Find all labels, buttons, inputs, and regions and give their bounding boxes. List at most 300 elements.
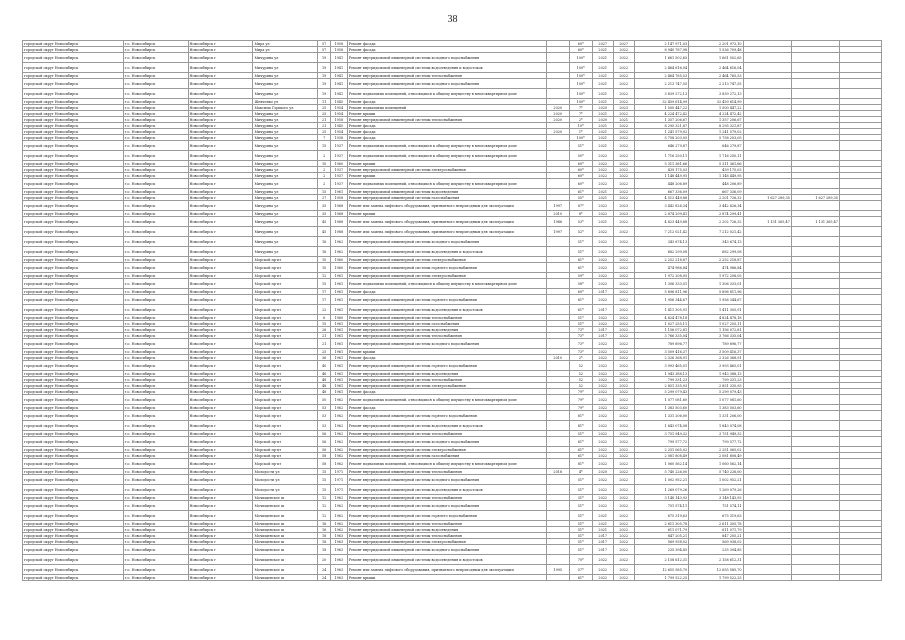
cell-start: 2022 (613, 217, 634, 227)
cell-house: 2 (318, 167, 331, 173)
cell-work: Ремонт внутридомовой инженерной системы газоснабжения (347, 453, 546, 459)
cell-floors: 2021 (592, 521, 613, 527)
cell-work: Ремонт или замена лифтового оборудования, признанного непригодным для эксплуатации (347, 201, 546, 211)
cell-cost_total: 5 740 226,00 (689, 469, 743, 475)
cell-district: городской округ Новосибирск (23, 395, 124, 405)
cell-district: городской округ Новосибирск (23, 431, 124, 437)
cell-city: Новосибирск г (188, 47, 253, 53)
cell-district: городской округ Новосибирск (23, 279, 124, 289)
cell-start: 2022 (613, 469, 634, 475)
cell-city: Новосибирск г (188, 135, 253, 141)
cell-floors: 2022 (592, 495, 613, 501)
table-row (23, 179, 882, 189)
cell-house: 53 (318, 411, 331, 421)
cell-district: городской округ Новосибирск (23, 201, 124, 211)
cell-year_plan: 1997 (546, 201, 569, 211)
cell-house: 2 (318, 179, 331, 189)
cell-work: Ремонт внутридомовой инженерной системы горячего водоснабжения (347, 361, 546, 371)
cell-street: Мичурина ул (253, 141, 318, 151)
cell-year_plan (546, 575, 569, 581)
cell-house: 40 (318, 361, 331, 371)
cell-year_plan (546, 237, 569, 247)
cell-start: 2022 (613, 151, 634, 161)
cell-type: 81* (569, 459, 592, 469)
cell-settlement_type: г.о. Новосибирск (123, 377, 188, 383)
cell-end: 1 331 206,00 (634, 411, 688, 421)
cell-cost_3 (791, 501, 839, 511)
cell-start: 2022 (613, 447, 634, 453)
cell-city: Новосибирск г (188, 237, 253, 247)
cell-cost_2 (743, 295, 791, 305)
cell-city: Новосибирск г (188, 173, 253, 179)
cell-work: Ремонт внутридомовой инженерной системы водоотведения и водостоков (347, 247, 546, 257)
cell-work: Ремонт внутридомовой инженерной системы теплоснабжения (347, 521, 546, 527)
cell-end: 1 661 502,65 (634, 53, 688, 63)
cell-house: 53 (318, 405, 331, 411)
cell-city: Новосибирск г (188, 555, 253, 565)
cell-house: 56 (318, 437, 331, 447)
cell-street: Мичурина ул (253, 79, 318, 89)
cell-cost_total: 1 943 388,13 (689, 371, 743, 377)
cell-cost_total: 3 509 416,37 (689, 349, 743, 355)
cell-street: Мичурина ул (253, 237, 318, 247)
cell-work: Ремонт подвальных помещений, относящихся к общему имуществу в многоквартирном доме (347, 279, 546, 289)
cell-end: 3 509 416,37 (634, 349, 688, 355)
cell-cost_2 (743, 263, 791, 273)
cell-settlement_type: г.о. Новосибирск (123, 437, 188, 447)
cell-type: 100* (569, 73, 592, 79)
cell-work: Ремонт внутридомовой инженерной системы водоотведения и водостоков (347, 63, 546, 73)
cell-city: Новосибирск г (188, 447, 253, 453)
cell-house: 48 (318, 383, 331, 389)
cell-start: 2022 (613, 89, 634, 99)
table-row (23, 411, 882, 421)
cell-start: 2022 (613, 405, 634, 411)
cell-city: Новосибирск г (188, 459, 253, 469)
cell-start: 2022 (613, 63, 634, 73)
cell-end: 1 411 305,91 (634, 305, 688, 315)
cell-floors: 2022 (592, 321, 613, 327)
cell-start: 2022 (613, 555, 634, 565)
cell-cost_4 (839, 151, 881, 161)
cell-cost_total: 1 156 072,81 (689, 327, 743, 333)
cell-district: городской округ Новосибирск (23, 89, 124, 99)
cell-work: Ремонт крыши (347, 173, 546, 179)
cell-house: 18 (318, 533, 331, 539)
cell-district: городской округ Новосибирск (23, 73, 124, 79)
cell-cost_total: 1 843 074,08 (689, 421, 743, 431)
cell-year: 1962 (330, 527, 347, 533)
cell-cost_4 (839, 247, 881, 257)
cell-cost_total: 3 766 335,04 (689, 333, 743, 339)
table-row (23, 141, 882, 151)
cell-type: 100* (569, 53, 592, 63)
cell-settlement_type: г.о. Новосибирск (123, 161, 188, 167)
cell-year: 1962 (330, 447, 347, 453)
cell-district: городской округ Новосибирск (23, 257, 124, 263)
cell-cost_2 (743, 89, 791, 99)
cell-year: 1941 (330, 79, 347, 89)
cell-settlement_type: г.о. Новосибирск (123, 237, 188, 247)
cell-floors: 2017 (592, 539, 613, 545)
cell-city: Новосибирск г (188, 339, 253, 349)
cell-house: 26 (318, 327, 331, 333)
cell-street: Мочищенское ш (253, 527, 318, 533)
cell-work: Ремонт внутридомовой инженерной системы холодного водоснабжения (347, 237, 546, 247)
cell-street: Мочищенское ш (253, 521, 318, 527)
table-row (23, 305, 882, 315)
cell-year: 1961 (330, 371, 347, 377)
cell-cost_3 (791, 475, 839, 485)
cell-street: Мичурина ул (253, 247, 318, 257)
cell-end: 569 938,02 (634, 539, 688, 545)
cell-year: 1971 (330, 485, 347, 495)
cell-house: 19 (318, 79, 331, 89)
cell-street: Морской пр-кт (253, 333, 318, 339)
cell-street: Мичурина ул (253, 135, 318, 141)
cell-start: 2022 (613, 475, 634, 485)
cell-cost_2 (743, 511, 791, 521)
cell-city: Новосибирск г (188, 273, 253, 279)
cell-end: 5 299 079,43 (634, 389, 688, 395)
cell-cost_3 (791, 179, 839, 189)
cell-cost_3 (791, 395, 839, 405)
cell-end: 3 766 335,04 (634, 333, 688, 339)
cell-street: Мочищенское ш (253, 545, 318, 555)
cell-end: 751 574,11 (634, 501, 688, 511)
cell-year: 1962 (330, 501, 347, 511)
cell-district: городской округ Новосибирск (23, 565, 124, 575)
cell-floors: 2021 (592, 135, 613, 141)
table-row (23, 247, 882, 257)
cell-settlement_type: г.о. Новосибирск (123, 305, 188, 315)
cell-street: Мичурина ул (253, 217, 318, 227)
cell-city: Новосибирск г (188, 527, 253, 533)
cell-settlement_type: г.о. Новосибирск (123, 459, 188, 469)
cell-start: 2022 (613, 247, 634, 257)
cell-end: 2 326 368,91 (634, 355, 688, 361)
cell-type: 61* (569, 295, 592, 305)
cell-street: Мичурина ул (253, 211, 318, 217)
cell-street: Морской пр-кт (253, 447, 318, 453)
cell-city: Новосибирск г (188, 89, 253, 99)
cell-end: 4 824 478,18 (634, 315, 688, 321)
cell-type: 73* (569, 327, 592, 333)
cell-cost_3 (791, 263, 839, 273)
cell-floors: 2017 (592, 533, 613, 539)
cell-settlement_type: г.о. Новосибирск (123, 361, 188, 371)
cell-city: Новосибирск г (188, 105, 253, 111)
cell-year: 1962 (330, 395, 347, 405)
cell-work: Ремонт внутридомовой инженерной системы водоотведения (347, 527, 546, 533)
cell-city: Новосибирск г (188, 431, 253, 437)
cell-start: 2022 (613, 305, 634, 315)
cell-work: Ремонт фасада (347, 135, 546, 141)
cell-start: 2022 (613, 327, 634, 333)
cell-year: 1961 (330, 273, 347, 279)
cell-year: 1962 (330, 453, 347, 459)
cell-house: 18 (318, 539, 331, 545)
cell-street: Шевченко ул (253, 99, 318, 105)
cell-street: Морской пр-кт (253, 289, 318, 295)
table-row (23, 565, 882, 575)
table-row (23, 555, 882, 565)
cell-type: 51* (569, 315, 592, 321)
cell-cost_total: 675 319,63 (689, 511, 743, 521)
cell-city: Новосибирск г (188, 327, 253, 333)
cell-settlement_type: г.о. Новосибирск (123, 273, 188, 279)
cell-work: Ремонт внутридомовой инженерной системы холодного водоснабжения (347, 79, 546, 89)
cell-start: 2022 (613, 349, 634, 355)
cell-house: 21 (318, 333, 331, 339)
table-row (23, 89, 882, 99)
cell-street: Мичурина ул (253, 89, 318, 99)
cell-district: городской округ Новосибирск (23, 371, 124, 377)
cell-end: 675 319,63 (634, 511, 688, 521)
cell-end: 3 839 272,13 (634, 89, 688, 99)
cell-type: 4* (569, 469, 592, 475)
cell-year_plan (546, 305, 569, 315)
cell-street: Морской пр-кт (253, 361, 318, 371)
cell-cost_2 (743, 565, 791, 575)
cell-year: 1941 (330, 63, 347, 73)
cell-cost_4 (839, 511, 881, 521)
cell-city: Новосибирск г (188, 495, 253, 501)
cell-house: 16 (318, 237, 331, 247)
cell-cost_2 (743, 237, 791, 247)
cell-start: 2022 (613, 167, 634, 173)
cell-settlement_type: г.о. Новосибирск (123, 405, 188, 411)
cell-settlement_type: г.о. Новосибирск (123, 189, 188, 195)
cell-cost_total: 1 060 562,14 (689, 459, 743, 469)
cell-start: 2022 (613, 79, 634, 89)
cell-cost_total: 2 251 065,02 (689, 447, 743, 453)
cell-work: Ремонт фасада (347, 123, 546, 129)
cell-street: Морской пр-кт (253, 383, 318, 389)
cell-street: Мичурина ул (253, 195, 318, 201)
cell-cost_2: 1 627 289,35 (743, 195, 791, 201)
cell-start: 2022 (613, 279, 634, 289)
cell-year: 1963 (330, 533, 347, 539)
cell-start: 2022 (613, 173, 634, 179)
cell-settlement_type: г.о. Новосибирск (123, 179, 188, 189)
cell-district: городской округ Новосибирск (23, 227, 124, 237)
cell-work: Ремонт внутридомовой инженерной системы теплоснабжения (347, 533, 546, 539)
cell-end: 799 331,23 (634, 377, 688, 383)
cell-work: Ремонт внутридомовой инженерной системы теплоснабжения (347, 495, 546, 501)
cell-cost_total: 1 331 206,00 (689, 411, 743, 421)
cell-floors: 2021 (592, 111, 613, 117)
cell-end: 8 940 787,98 (634, 47, 688, 53)
cell-start: 2022 (613, 161, 634, 167)
cell-house: 45 (318, 217, 331, 227)
cell-district: городской округ Новосибирск (23, 405, 124, 411)
cell-floors: 2022 (592, 453, 613, 459)
cell-street: Морской пр-кт (253, 355, 318, 361)
cell-district: городской округ Новосибирск (23, 511, 124, 521)
cell-district: городской округ Новосибирск (23, 501, 124, 511)
cell-floors: 2022 (592, 279, 613, 289)
cell-cost_total: 3 993 465,01 (689, 361, 743, 371)
cell-settlement_type: г.о. Новосибирск (123, 289, 188, 295)
cell-cost_4 (839, 305, 881, 315)
cell-city: Новосибирск г (188, 501, 253, 511)
cell-year_plan: 1986 (546, 217, 569, 227)
cell-floors: 2022 (592, 485, 613, 495)
cell-type: 79* (569, 389, 592, 395)
cell-year_plan (546, 395, 569, 405)
cell-start: 2022 (613, 189, 634, 195)
cell-floors: 2021 (592, 89, 613, 99)
cell-cost_2 (743, 459, 791, 469)
cell-type: 61* (569, 189, 592, 195)
cell-year: 1937 (330, 179, 347, 189)
cell-cost_3 (791, 63, 839, 73)
cell-cost_total: 2 611 305,78 (689, 521, 743, 527)
cell-floors: 2022 (592, 355, 613, 361)
cell-district: городской округ Новосибирск (23, 459, 124, 469)
cell-district: городской округ Новосибирск (23, 47, 124, 53)
cell-type: 100* (569, 89, 592, 99)
cell-city: Новосибирск г (188, 361, 253, 371)
cell-settlement_type: г.о. Новосибирск (123, 389, 188, 395)
cell-end: 1 716 250,11 (634, 151, 688, 161)
cell-street: Мичурина ул (253, 53, 318, 63)
cell-end: 3 442 826,34 (634, 201, 688, 211)
cell-house: 15 (318, 469, 331, 475)
cell-cost_3 (791, 79, 839, 89)
cell-city: Новосибирск г (188, 53, 253, 63)
cell-city: Новосибирск г (188, 333, 253, 339)
cell-year_plan (546, 555, 569, 565)
cell-street: Морской пр-кт (253, 377, 318, 383)
cell-district: городской округ Новосибирск (23, 555, 124, 565)
cell-type: 79* (569, 395, 592, 405)
cell-house: 57 (318, 47, 331, 53)
cell-cost_2 (743, 437, 791, 447)
cell-type: 73* (569, 333, 592, 339)
cell-district: городской округ Новосибирск (23, 327, 124, 333)
cell-cost_4 (839, 227, 881, 237)
cell-year: 1971 (330, 475, 347, 485)
cell-start: 2022 (613, 339, 634, 349)
cell-cost_total: 235 394,85 (689, 545, 743, 555)
cell-cost_4 (839, 279, 881, 289)
cell-settlement_type: г.о. Новосибирск (123, 355, 188, 361)
cell-type: 52 (569, 361, 592, 371)
cell-type: 100* (569, 99, 592, 105)
cell-street: Морской пр-кт (253, 295, 318, 305)
cell-district: городской округ Новосибирск (23, 453, 124, 459)
cell-start: 2022 (613, 389, 634, 395)
cell-street: Молодости ул (253, 485, 318, 495)
cell-street: Мочищенское ш (253, 555, 318, 565)
cell-house: 21 (318, 339, 331, 349)
cell-work: Ремонт внутридомовой инженерной системы горячего водоснабжения (347, 295, 546, 305)
cell-end: 448 206,89 (634, 179, 688, 189)
cell-start: 2022 (613, 355, 634, 361)
cell-work: Ремонт крыши (347, 349, 546, 355)
cell-cost_2 (743, 141, 791, 151)
cell-year: 1954 (330, 129, 347, 135)
cell-work: Ремонт подвальных помещений, относящихся к общему имуществу в многоквартирном доме (347, 141, 546, 151)
cell-end: 343 674,13 (634, 237, 688, 247)
cell-floors: 2021 (592, 217, 613, 227)
cell-cost_total: 7 212 021,42 (689, 227, 743, 237)
cell-district: городской округ Новосибирск (23, 355, 124, 361)
cell-cost_total: 474 986,84 (689, 263, 743, 273)
cell-type: 51* (569, 527, 592, 533)
cell-start: 2022 (613, 383, 634, 389)
cell-type: 60* (569, 289, 592, 295)
cell-city: Новосибирск г (188, 485, 253, 495)
cell-cost_3 (791, 89, 839, 99)
cell-district: городской округ Новосибирск (23, 575, 124, 581)
cell-district: городской округ Новосибирск (23, 63, 124, 73)
cell-city: Новосибирск г (188, 539, 253, 545)
cell-work: Ремонт фасада (347, 47, 546, 53)
cell-district: городской округ Новосибирск (23, 151, 124, 161)
cell-settlement_type: г.о. Новосибирск (123, 41, 188, 47)
cell-start: 2022 (613, 521, 634, 527)
cell-house: 12 (318, 511, 331, 521)
cell-year_plan: 2020 (546, 117, 569, 123)
cell-start: 2021 (613, 117, 634, 123)
cell-settlement_type: г.о. Новосибирск (123, 545, 188, 555)
cell-district: городской округ Новосибирск (23, 383, 124, 389)
cell-settlement_type: г.о. Новосибирск (123, 279, 188, 289)
cell-start: 2022 (613, 453, 634, 459)
cell-start: 2022 (613, 141, 634, 151)
cell-cost_3 (791, 339, 839, 349)
cell-cost_total: 5 758 203,05 (689, 135, 743, 141)
cell-cost_2 (743, 475, 791, 485)
cell-cost_2 (743, 361, 791, 371)
cell-work: Ремонт внутридомовой инженерной системы теплоснабжения (347, 469, 546, 475)
cell-settlement_type: г.о. Новосибирск (123, 135, 188, 141)
cell-work: Ремонт подвальных помещений, относящихся к общему имуществу в многоквартирном доме (347, 179, 546, 189)
cell-year: 1958 (330, 41, 347, 47)
cell-start: 2022 (613, 99, 634, 105)
cell-city: Новосибирск г (188, 469, 253, 475)
cell-type: 51* (569, 141, 592, 151)
cell-street: Морской пр-кт (253, 327, 318, 333)
cell-year_plan (546, 361, 569, 371)
table-body (23, 41, 882, 581)
cell-floors: 2022 (592, 295, 613, 305)
cell-work: Ремонт внутридомовой инженерной системы холодного водоснабжения (347, 53, 546, 63)
cell-end: 2 147 971,03 (634, 41, 688, 47)
cell-type: 61* (569, 257, 592, 263)
cell-street: Мичурина ул (253, 117, 318, 123)
cell-street: Мочищенское ш (253, 495, 318, 501)
cell-type: 2* (569, 355, 592, 361)
cell-floors: 2022 (592, 167, 613, 173)
cell-type: 61* (569, 575, 592, 581)
cell-start: 2022 (613, 431, 634, 437)
cell-settlement_type: г.о. Новосибирск (123, 383, 188, 389)
cell-cost_2 (743, 247, 791, 257)
cell-cost_total: 2 201 726,32 (689, 195, 743, 201)
cell-floors: 2022 (592, 257, 613, 263)
cell-year_plan (546, 459, 569, 469)
cell-city: Новосибирск г (188, 453, 253, 459)
cell-cost_total: 1 027 255,11 (689, 321, 743, 327)
cell-district: городской округ Новосибирск (23, 41, 124, 47)
cell-street: Мочищенское ш (253, 501, 318, 511)
cell-end: 789 896,77 (634, 339, 688, 349)
cell-work: Ремонт внутридомовой инженерной системы холодного водоснабжения (347, 339, 546, 349)
